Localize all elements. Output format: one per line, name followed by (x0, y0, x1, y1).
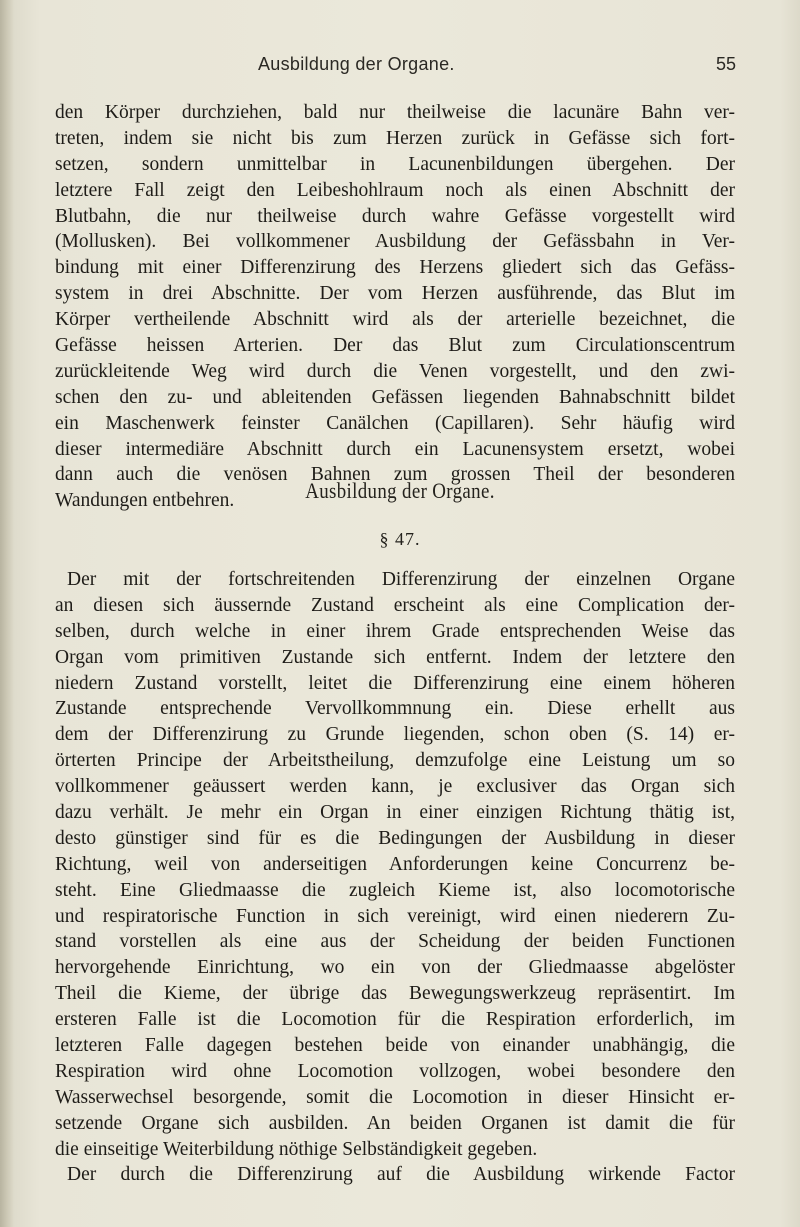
text-line: Richtung, weil von anderseitigen Anforderungen keine Concurrenz be- (55, 853, 735, 875)
text-line: örterten Principe der Arbeitstheilung, demzufolge eine Leistung um so (55, 750, 735, 772)
text-line: Wandungen entbehren. (55, 490, 235, 512)
text-line: ein Maschenwerk feinster Canälchen (Capillaren). Sehr häufig wird (55, 412, 735, 434)
text-line: stand vorstellen als eine aus der Scheidung der beiden Functionen (55, 931, 735, 953)
text-line: setzen, sondern unmittelbar in Lacunenbildungen übergehen. Der (55, 153, 735, 175)
text-line: Blutbahn, die nur theilweise durch wahre Gefässe vorgestellt wird (55, 205, 735, 227)
text-line: Organ vom primitiven Zustande sich entfernt. Indem der letztere den (55, 646, 735, 668)
text-line: (Mollusken). Bei vollkommener Ausbildung der Gefässbahn in Ver- (55, 231, 735, 253)
text-line: selben, durch welche in einer ihrem Grade entsprechenden Weise das (55, 620, 735, 642)
text-line: bindung mit einer Differenzirung des Herzens gliedert sich das Gefäss- (55, 257, 735, 279)
text-line: Der durch die Differenzirung auf die Ausbildung wirkende Factor (67, 1164, 735, 1186)
text-line: zurückleitende Weg wird durch die Venen vorgestellt, und den zwi- (55, 360, 735, 382)
running-head-title: Ausbildung der Organe. (258, 54, 455, 74)
section-heading: Ausbildung der Organe. (305, 478, 495, 503)
section-number: § 47. (379, 529, 421, 549)
text-line: Der mit der fortschreitenden Differenzirung der einzelnen Organe (67, 569, 735, 590)
page-number: 55 (716, 54, 737, 74)
text-line: Wasserwechsel besorgende, somit die Locomotion in dieser Hinsicht er- (55, 1086, 735, 1108)
text-line: setzende Organe sich ausbilden. An beiden Organen ist damit die für (55, 1112, 735, 1134)
text-line: Körper vertheilende Abschnitt wird als der arterielle bezeichnet, die (55, 309, 735, 331)
text-line: schen den zu- und ableitenden Gefässen liegenden Bahnabschnitt bildet (55, 386, 735, 408)
text-line: letzteren Falle dagegen bestehen beide von einander unabhängig, die (55, 1035, 735, 1057)
text-line: treten, indem sie nicht bis zum Herzen zurück in Gefässe sich fort- (55, 127, 735, 149)
text-line: Respiration wird ohne Locomotion vollzogen, wobei besondere den (55, 1060, 735, 1082)
paragraph-circulation (55, 100, 735, 514)
text-line: dazu verhält. Je mehr ein Organ in einer einzigen Richtung thätig ist, (55, 802, 735, 824)
text-line: und respiratorische Function in sich vereinigt, wird einen niederern Zu- (55, 905, 735, 927)
text-line: die einseitige Weiterbildung nöthige Selbständigkeit gegeben. (55, 1138, 538, 1160)
text-line: Gefässe heissen Arterien. Der das Blut zum Circulationscentrum (55, 335, 735, 357)
page-binding-edge (0, 0, 14, 1227)
text-line: Zustande entsprechende Vervollkommnung ein. Diese erhellt aus (55, 698, 735, 720)
running-head (0, 54, 800, 80)
text-line: niedern Zustand vorstellt, leitet die Differenzirung eine einem höheren (55, 672, 735, 694)
text-line: den Körper durchziehen, bald nur theilweise die lacunäre Bahn ver- (55, 102, 735, 123)
text-line: dann auch die venösen Bahnen zum grossen Theil der besonderen (55, 464, 735, 486)
text-line: system in drei Abschnitte. Der vom Herzen ausführende, das Blut im (55, 283, 735, 305)
text-line: dieser intermediäre Abschnitt durch ein Lacunensystem ersetzt, wobei (55, 438, 735, 460)
text-line: steht. Eine Gliedmaasse die zugleich Kieme ist, also locomotorische (55, 879, 735, 901)
text-line: hervorgehende Einrichtung, wo ein von der Gliedmaasse abgelöster (55, 957, 735, 979)
paragraph-organ-development (55, 567, 735, 1188)
text-line: desto günstiger sind für es die Bedingungen der Ausbildung in dieser (55, 827, 735, 849)
text-line: Theil die Kieme, der übrige das Bewegungswerkzeug repräsentirt. Im (55, 983, 735, 1005)
text-line: an diesen sich äussernde Zustand erscheint als eine Complication der- (55, 594, 735, 616)
text-line: letztere Fall zeigt den Leibeshohlraum noch als einen Abschnitt der (55, 179, 735, 201)
text-line: ersteren Falle ist die Locomotion für die Respiration erforderlich, im (55, 1009, 735, 1031)
text-line: dem der Differenzirung zu Grunde liegenden, schon oben (S. 14) er- (55, 724, 735, 746)
text-line: vollkommener geäussert werden kann, je exclusiver das Organ sich (55, 776, 735, 798)
